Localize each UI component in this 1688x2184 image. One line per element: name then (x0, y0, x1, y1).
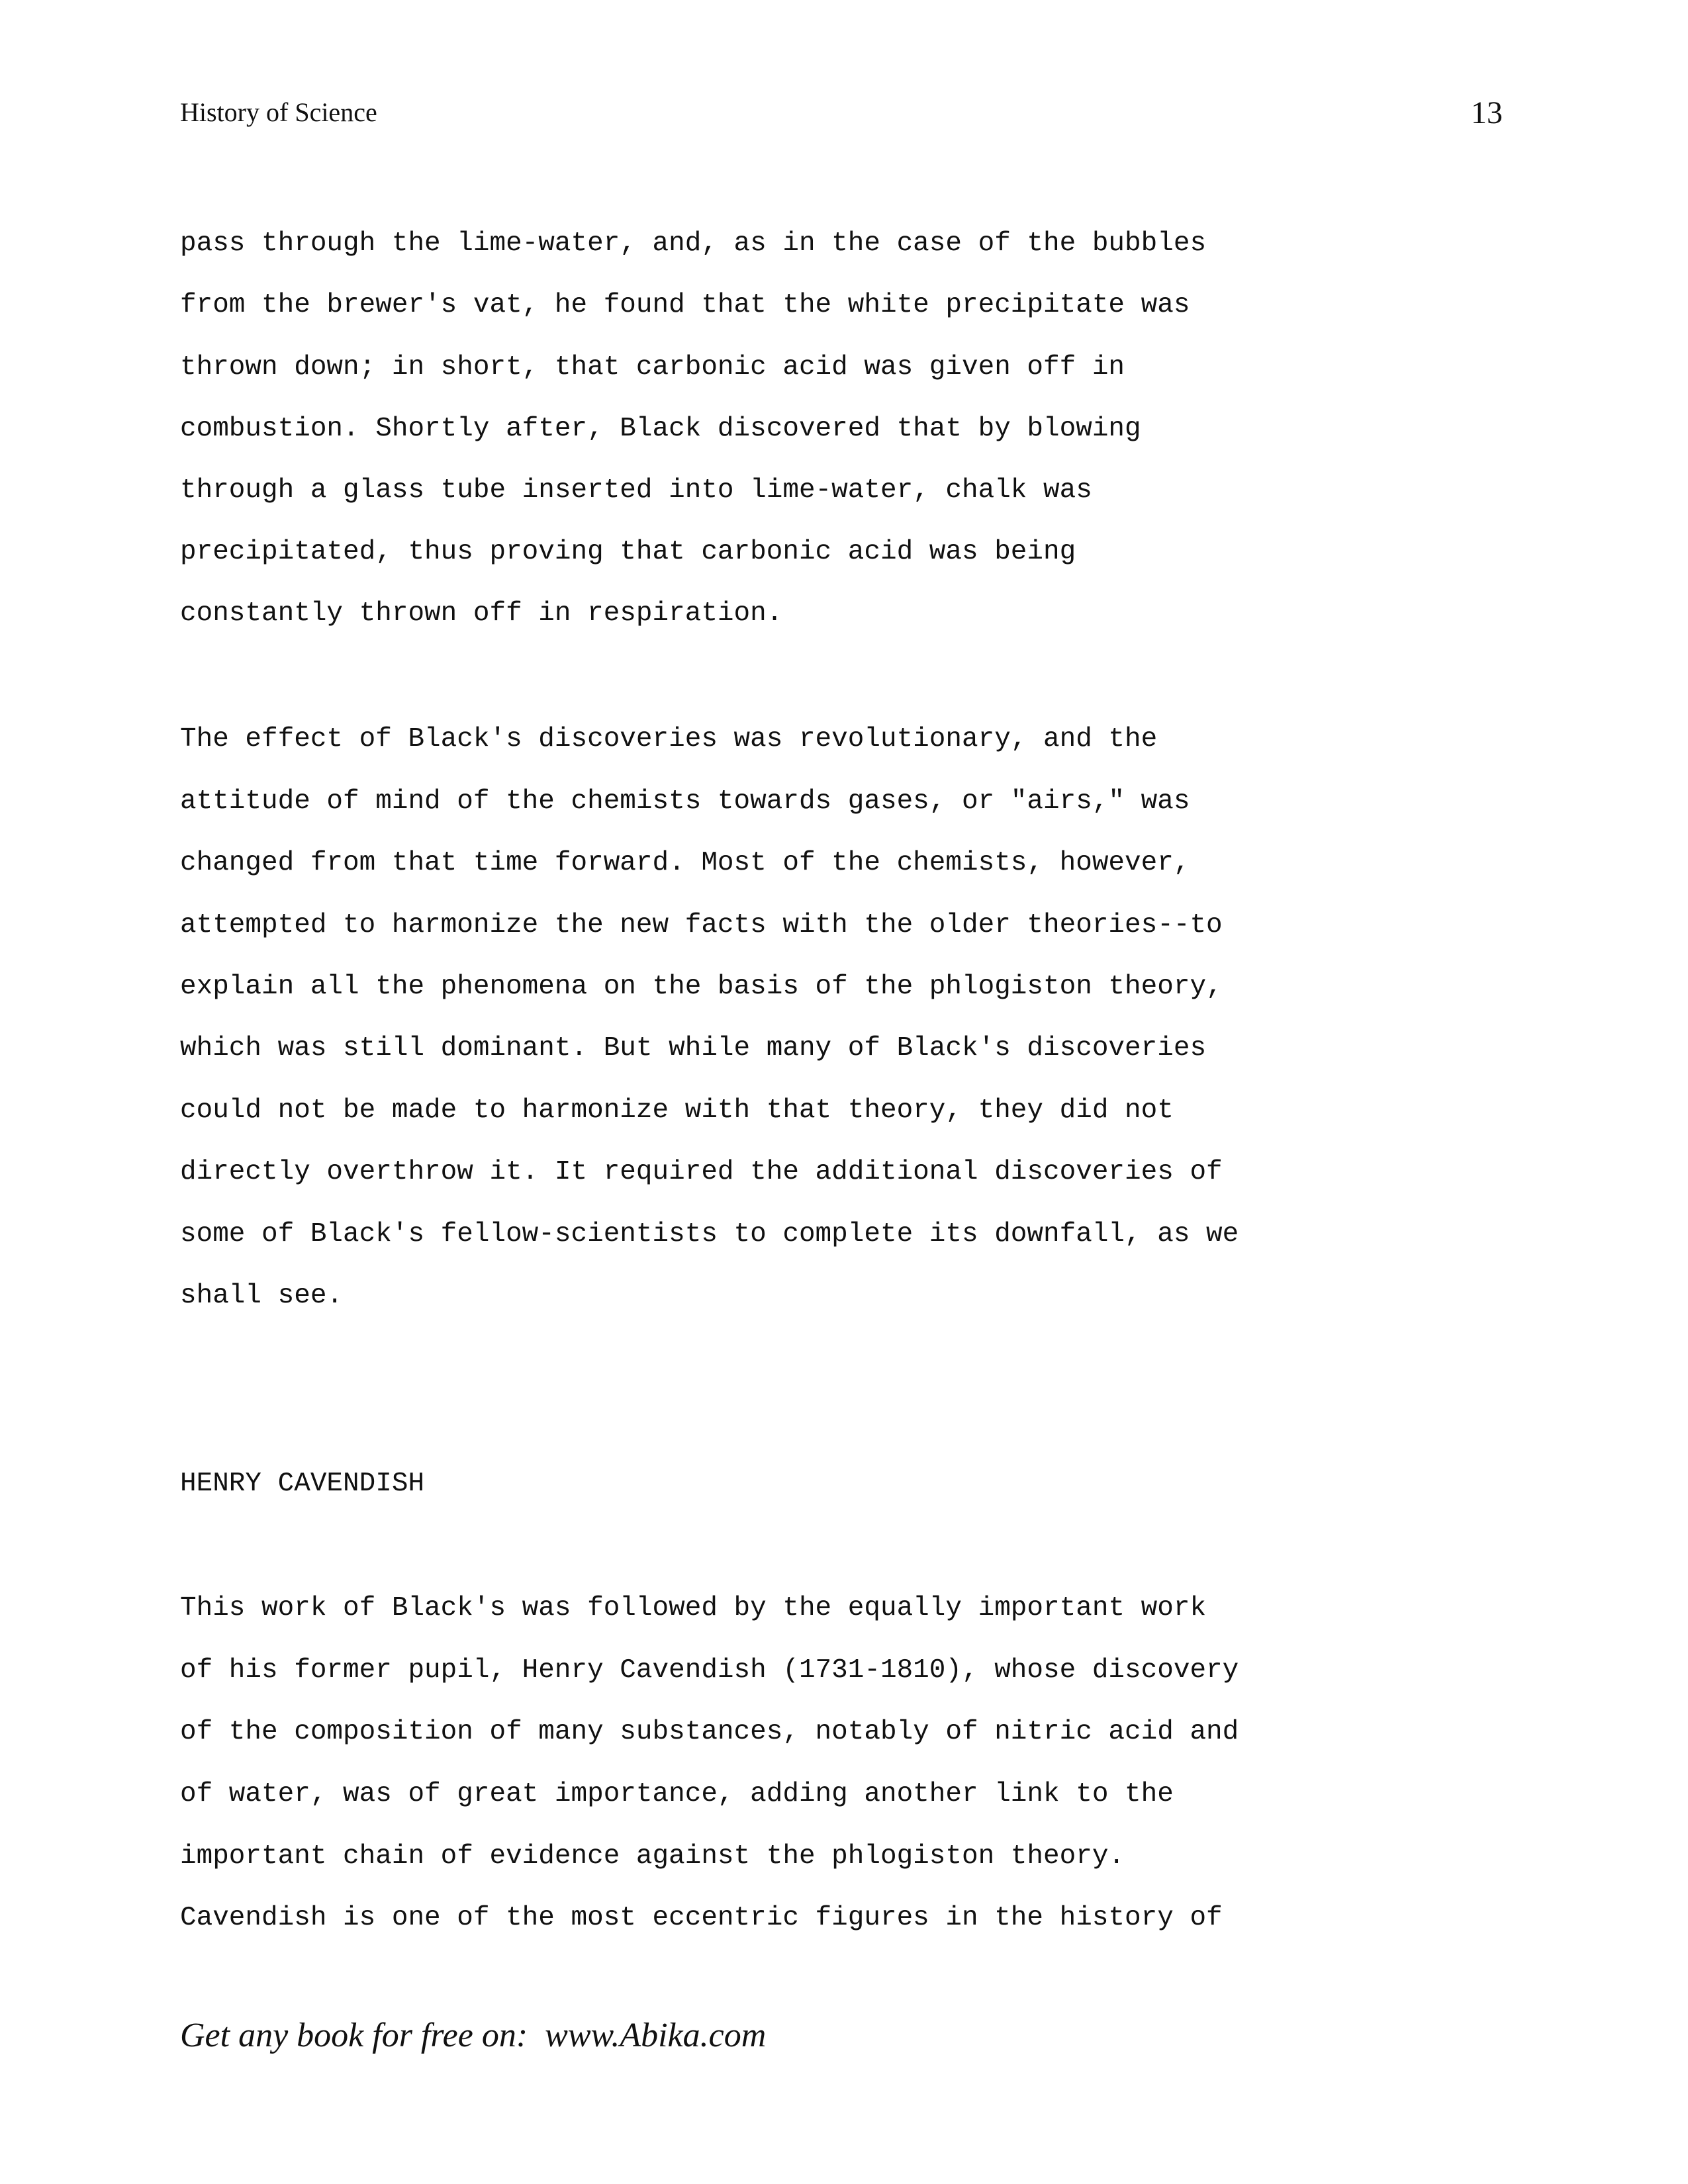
paragraph-3-line: of the composition of many substances, notably of nitric acid and (180, 1717, 1239, 1747)
paragraph-2-line: directly overthrow it. It required the additional discoveries of (180, 1157, 1223, 1187)
paragraph-3-line: Cavendish is one of the most eccentric figures in the history of (180, 1903, 1223, 1933)
paragraph-2-line: which was still dominant. But while many of Black's discoveries (180, 1033, 1207, 1064)
paragraph-2-line: The effect of Black's discoveries was revolutionary, and the (180, 724, 1158, 754)
paragraph-2-line: attempted to harmonize the new facts with the older theories--to (180, 910, 1223, 940)
paragraph-1-line: from the brewer's vat, he found that the white precipitate was (180, 290, 1190, 320)
paragraph-3-line: important chain of evidence against the phlogiston theory. (180, 1841, 1125, 1872)
paragraph-1-line: thrown down; in short, that carbonic acid was given off in (180, 352, 1125, 383)
paragraph-1-line: constantly thrown off in respiration. (180, 598, 783, 629)
paragraph-2-line: some of Black's fellow-scientists to complete its downfall, as we (180, 1219, 1239, 1250)
paragraph-1-line: through a glass tube inserted into lime-water, chalk was (180, 475, 1092, 506)
paragraph-3-line: This work of Black's was followed by the equally important work (180, 1593, 1207, 1623)
running-title: History of Science (180, 97, 377, 127)
paragraph-3-line: of his former pupil, Henry Cavendish (1731-1810), whose discovery (180, 1655, 1239, 1686)
footer-promo: Get any book for free on: www.Abika.com (180, 2017, 767, 2054)
paragraph-1-line: combustion. Shortly after, Black discovered that by blowing (180, 414, 1141, 444)
paragraph-1-line: pass through the lime-water, and, as in the case of the bubbles (180, 228, 1207, 259)
paragraph-2-line: attitude of mind of the chemists towards gases, or "airs," was (180, 786, 1190, 817)
page-number: 13 (1471, 95, 1503, 130)
paragraph-3-line: of water, was of great importance, adding another link to the (180, 1779, 1174, 1809)
paragraph-2-line: changed from that time forward. Most of the chemists, however, (180, 848, 1190, 878)
section-heading: HENRY CAVENDISH (180, 1469, 425, 1499)
paragraph-2-line: could not be made to harmonize with that theory, they did not (180, 1095, 1174, 1126)
paragraph-2-line: shall see. (180, 1281, 344, 1311)
paragraph-2-line: explain all the phenomena on the basis of the phlogiston theory, (180, 972, 1223, 1002)
paragraph-1-line: precipitated, thus proving that carbonic acid was being (180, 537, 1076, 567)
